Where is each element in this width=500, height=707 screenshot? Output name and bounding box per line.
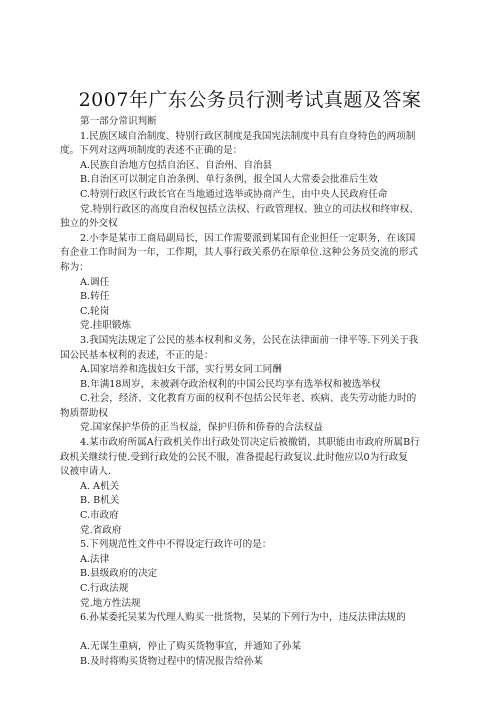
- text-line: A.国家培养和选拔妇女干部，实行男女同工同酬: [80, 364, 282, 376]
- text-line: 党.挂职锻炼: [80, 320, 132, 332]
- text-line: A. A机关: [80, 480, 120, 492]
- text-line: 第一部分常识判断: [80, 116, 157, 127]
- text-line: 政机关继续行使.受到行政处的公民不服，准备提起行政复议.此时他应以0为行政复: [60, 451, 408, 463]
- text-line: 党.特别行政区的高度自治权包括立法权、行政管理权、独立的司法权和终审权、: [80, 203, 419, 215]
- text-line: 党.国家保护华侨的正当权益，保护归侨和侨眷的合法权益: [80, 422, 323, 434]
- text-line: 议被申请人.: [60, 466, 112, 478]
- document-title: 2007年广东公务员行测考试真题及答案: [78, 89, 422, 111]
- text-line: C.特别行政区行政长官在当地通过选举或协商产生，由中央人民政府任命: [80, 188, 388, 200]
- text-line: 1.民族区域自治制度、特别行政区制度是我国宪法制度中具有自身特色的两项制: [80, 130, 416, 142]
- text-line: 4.某市政府所属A行政机关作出行政处罚决定后被撤销，其职能由市政府所属B行: [80, 437, 420, 449]
- text-line: C.市政府: [80, 510, 119, 522]
- text-line: 独立的外交权: [60, 218, 118, 230]
- text-line: 国公民基本权利的表述，不正的是：: [60, 349, 214, 361]
- text-line: 6.孙某委托吴某为代理人购买一批货物，吴某的下列行为中，违反法律法规的: [80, 612, 406, 624]
- text-line: 有企业工作时间为一年，工作期，其人事行政关系仍在原单位.这种公务员交流的形式: [60, 247, 419, 259]
- text-line: 物质帮助权: [60, 407, 108, 419]
- text-line: B.年满18周岁，未被剥夺政治权利的中国公民均享有选举权和被选举权: [80, 378, 381, 390]
- text-line: 3.我国宪法规定了公民的基本权利和义务，公民在法律面前一律平等.下列关于我: [80, 334, 419, 346]
- text-line: 党.地方性法规: [80, 597, 141, 609]
- text-line: C.轮岗: [80, 305, 110, 317]
- text-line: B.县级政府的决定: [80, 568, 158, 580]
- text-line: 党.省政府: [80, 524, 122, 536]
- text-line: [60, 626, 450, 641]
- text-line: 2.小李是某市工商局副局长，因工作需要派到某国有企业担任一定职务，在该国: [80, 232, 416, 244]
- text-line: C.社会，经济、文化教育方面的权利不包括公民年老、疾病、丧失劳动能力时的: [80, 393, 417, 405]
- text-line: A.法律: [80, 553, 110, 565]
- text-line: 称为：: [60, 261, 89, 273]
- document-body: [60, 115, 450, 670]
- text-line: 5.下列规范性文件中不得设定行政许可的是：: [80, 539, 272, 551]
- text-line: A.无谋生重病，停止了购买货物事宜，并通知了孙某: [80, 641, 302, 653]
- text-line: A.民族自治地方包括自治区、自治州、自治县: [80, 159, 273, 171]
- text-line: 度。下列对这两项制度的表述不正确的是：: [60, 145, 243, 157]
- text-line: B.转任: [80, 291, 110, 303]
- text-line: A.调任: [80, 276, 110, 288]
- text-line: C.行政法规: [80, 583, 129, 594]
- text-line: B.自治区可以制定自治条例、单行条例，报全国人大常委会批准后生效: [80, 174, 378, 186]
- text-line: B. B机关: [80, 495, 120, 507]
- text-line: B.及时将购买货物过程中的情况报告给孙某: [80, 655, 263, 667]
